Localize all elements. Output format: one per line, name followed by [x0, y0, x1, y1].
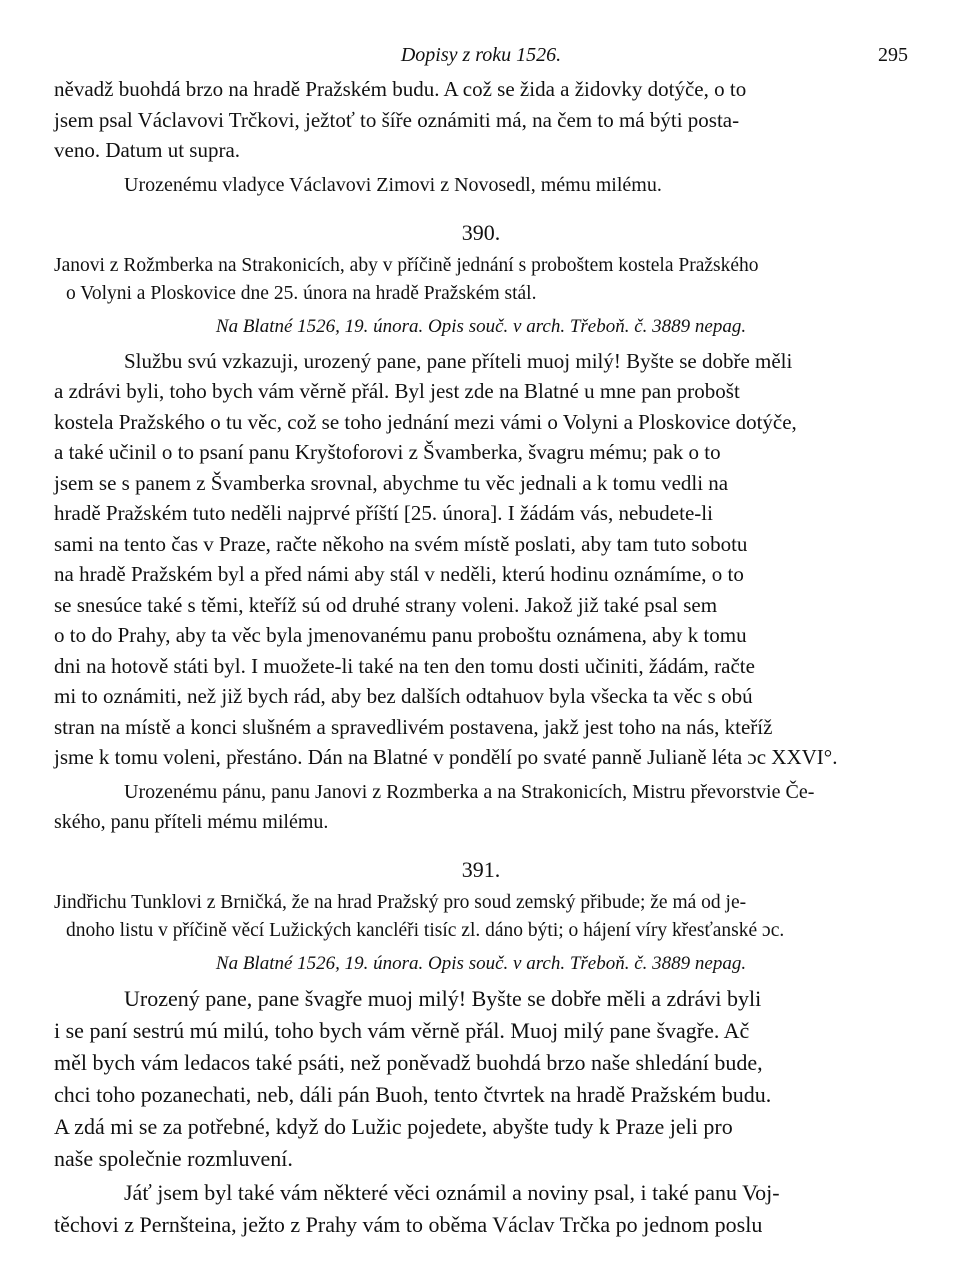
page-number: 295	[878, 44, 908, 66]
text-line: stran na místě a konci slušném a spravedlivém postavena, jakž jest toho na nás, kteříž	[54, 714, 773, 739]
letter-number-390: 390.	[461, 219, 501, 245]
text-line: kostela Pražského o tu věc, což se toho jednání mezi vámi o Volyni a Ploskovice dotýče,	[54, 409, 797, 434]
text-line: naše společnie rozmluvení.	[54, 1145, 293, 1171]
summary-line: Janovi z Rožmberka na Strakonicích, aby v příčině jednání s proboštem kostela Pražského	[54, 254, 759, 276]
text-line: jsme k tomu voleni, přestáno. Dán na Blatné v pondělí po svaté panně Julianě léta ɔc XXVI°.	[54, 745, 838, 769]
running-title: Dopisy z roku 1526.	[400, 44, 562, 66]
letter-391-body	[54, 983, 908, 1175]
address-line: ského, panu příteli mému milému.	[54, 810, 329, 833]
text-line: jsem psal Václavovi Trčkovi, ježtoť to šíře oznámiti má, na čem to má býti posta-	[54, 107, 740, 132]
letter-390-address	[54, 777, 908, 837]
letter-390-body	[54, 346, 908, 773]
previous-letter-address: Urozenému vladyce Václavovi Zimovi z Novosedl, mému milému.	[124, 173, 662, 196]
text-line: jsem se s panem z Švamberka srovnal, abychme tu věc jednali a k tomu vedli na	[54, 470, 729, 495]
text-line: něvadž buohdá brzo na hradě Pražském budu. A což se žida a židovky dotýče, o to	[54, 77, 747, 101]
summary-line: Jindřichu Tunklovi z Brničká, že na hrad Pražský pro soud zemský přibude; že má od je-	[54, 891, 747, 913]
text-line: dni na hotově státi byl. I muožete-li také na ten den tomu dosti učiniti, žádám, račte	[54, 653, 755, 678]
text-line: o to do Prahy, aby ta věc byla jmenovanému panu proboštu oznámena, aby k tomu	[54, 623, 747, 647]
text-line: mi to oznámiti, než již bych rád, aby bez dalších odtahuov byla všecka ta věc s obú	[54, 684, 753, 708]
letter-390-source: Na Blatné 1526, 19. února. Opis souč. v arch. Třeboň. č. 3889 nepag.	[215, 315, 747, 337]
text-line: se snesúce také s těmi, kteříž sú od druhé strany voleni. Jakož již také psal sem	[54, 592, 718, 617]
text-line: měl bych vám ledacos také psáti, než poněvadž buohdá brzo naše shledání bude,	[54, 1049, 763, 1075]
previous-letter-ending	[54, 74, 908, 166]
running-head	[54, 40, 908, 74]
letter-391-body-continued	[54, 1177, 908, 1241]
letter-391-summary	[54, 889, 908, 945]
text-line: sami na tento čas v Praze, račte někoho na svém místě poslati, aby tam tuto sobotu	[54, 531, 748, 556]
summary-line: dnoho listu v příčině věcí Lužických kancléři tisíc zl. dáno býti; o hájení víry křesťanské ɔc.	[66, 919, 785, 941]
text-line: a také učinil o to psaní panu Kryštoforovi z Švamberka, švagru mému; pak o to	[54, 440, 721, 464]
text-line: těchovi z Pernšteina, ježto z Prahy vám to oběma Václav Trčka po jednom poslu	[54, 1211, 763, 1237]
text-line: A zdá mi se za potřebné, když do Lužic pojedete, abyšte tudy k Praze jeli pro	[54, 1113, 733, 1139]
text-line: chci toho pozanechati, neb, dáli pán Buoh, tento čtvrtek na hradě Pražském budu.	[54, 1081, 772, 1107]
text-line: Službu svú vzkazuji, urozený pane, pane příteli muoj milý! Byšte se dobře měli	[124, 348, 793, 373]
text-line: na hradě Pražském byl a před námi aby stál v neděli, kterú hodinu oznámíme, o to	[54, 562, 744, 586]
text-line: veno. Datum ut supra.	[54, 138, 241, 162]
text-line: i se paní sestrú mú milú, toho bych vám věrně přál. Muoj milý pane švagře. Ač	[54, 1017, 750, 1043]
letter-number-391: 391.	[461, 856, 501, 882]
text-line: Jáť jsem byl také vám některé věci oznámil a noviny psal, i také panu Voj-	[124, 1179, 780, 1205]
text-line: hradě Pražském tuto neděli najprvé příští [25. února]. I žádám vás, nebudete-li	[54, 501, 713, 525]
text-line: Urozený pane, pane švagře muoj milý! Byšte se dobře měli a zdrávi byli	[124, 985, 762, 1011]
letter-390-summary	[54, 252, 908, 308]
address-line: Urozenému pánu, panu Janovi z Rozmberka a na Strakonicích, Mistru převorstvie Če-	[124, 780, 815, 803]
text-line: a zdrávi byli, toho bych vám věrně přál. Byl jest zde na Blatné u mne pan probošt	[54, 379, 740, 403]
summary-line: o Volyni a Ploskovice dne 25. února na hradě Pražském stál.	[66, 282, 537, 304]
letter-391-source: Na Blatné 1526, 19. února. Opis souč. v arch. Třeboň. č. 3889 nepag.	[215, 952, 747, 974]
